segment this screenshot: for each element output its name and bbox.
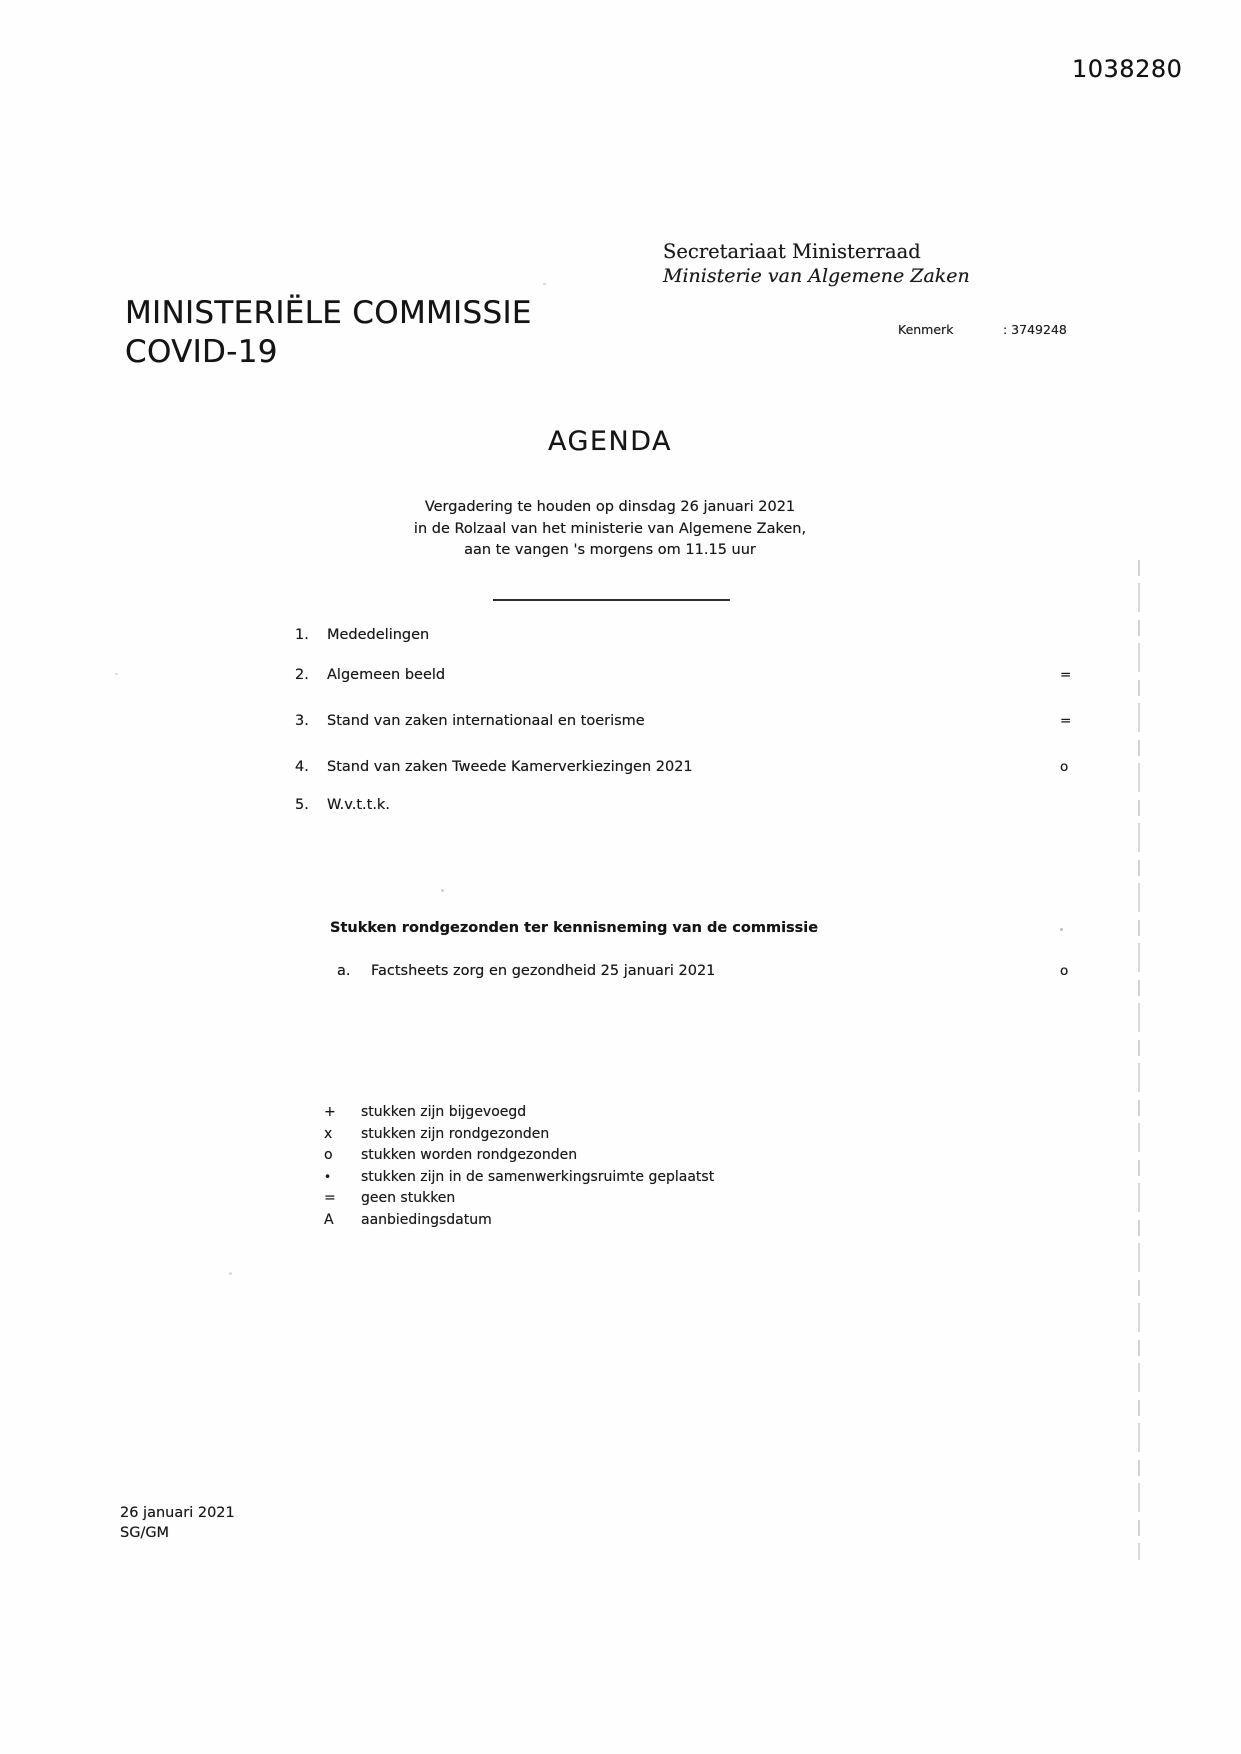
agenda-item-marker: = — [1060, 713, 1072, 729]
legend-entry-will-circulate — [0, 1147, 1241, 1169]
meeting-info-line2: in de Rolzaal van het ministerie van Algemene Zaken, — [413, 520, 807, 537]
letterhead-organization: Secretariaat Ministerraad — [663, 240, 921, 263]
circulated-section-heading: Stukken rondgezonden ter kennisneming van de commissie — [330, 920, 819, 936]
kenmerk-value: : 3749248 — [1003, 322, 1067, 337]
footer-reference: SG/GM — [120, 1524, 170, 1541]
legend-entry-no-documents — [0, 1190, 1241, 1212]
letterhead-ministry: Ministerie van Algemene Zaken — [663, 265, 970, 287]
scan-artifact-vertical-line — [1138, 560, 1140, 1560]
footer-date: 26 januari 2021 — [120, 1505, 235, 1521]
agenda-item-1 — [0, 627, 1241, 647]
legend-symbol: = — [324, 1190, 336, 1206]
agenda-item-5 — [0, 797, 1241, 817]
legend-label: stukken zijn rondgezonden — [361, 1125, 550, 1142]
agenda-item-marker: o — [1060, 759, 1069, 775]
scan-artifact-speck — [1060, 928, 1063, 931]
document-title-line1: MINISTERIËLE COMMISSIE — [125, 295, 532, 331]
agenda-item-text: Mededelingen — [327, 627, 430, 643]
agenda-item-text: W.v.t.t.k. — [327, 797, 390, 813]
legend — [0, 1104, 1241, 1233]
kenmerk-label: Kenmerk — [898, 322, 954, 337]
scan-artifact-speck — [441, 889, 444, 892]
agenda-item-number: 3. — [295, 713, 309, 729]
legend-entry-workspace — [0, 1169, 1241, 1191]
agenda-item-text: Stand van zaken Tweede Kamerverkiezingen 2021 — [327, 759, 693, 775]
legend-symbol: + — [324, 1104, 336, 1120]
legend-symbol: A — [324, 1211, 334, 1228]
circulated-item-marker: o — [1060, 963, 1069, 979]
legend-entry-attached — [0, 1104, 1241, 1126]
agenda-item-number: 4. — [295, 759, 309, 775]
scan-artifact-speck — [115, 673, 118, 675]
legend-label: stukken worden rondgezonden — [361, 1147, 578, 1163]
agenda-item-number: 1. — [295, 627, 309, 643]
document-title — [125, 294, 532, 372]
footer — [120, 1504, 235, 1543]
legend-symbol: o — [324, 1147, 333, 1163]
meeting-info — [330, 497, 890, 562]
legend-label: stukken zijn bijgevoegd — [361, 1104, 527, 1120]
circulated-item-a — [0, 963, 1241, 983]
agenda-heading: AGENDA — [548, 426, 672, 457]
agenda-item-3 — [0, 713, 1241, 733]
letterhead — [663, 240, 970, 288]
circulated-item-letter: a. — [337, 963, 351, 979]
document-title-line2: COVID-19 — [125, 334, 278, 370]
horizontal-divider — [493, 599, 730, 601]
circulated-item-text: Factsheets zorg en gezondheid 25 januari 2021 — [371, 963, 716, 979]
agenda-item-marker: = — [1060, 667, 1072, 683]
meeting-info-line1: Vergadering te houden op dinsdag 26 januari 2021 — [424, 499, 796, 515]
agenda-item-2 — [0, 667, 1241, 687]
agenda-item-number: 5. — [295, 797, 309, 813]
legend-entry-circulated — [0, 1126, 1241, 1148]
legend-symbol: x — [324, 1125, 333, 1142]
legend-label: aanbiedingsdatum — [361, 1211, 492, 1228]
agenda-item-4 — [0, 759, 1241, 779]
document-number: 1038280 — [1072, 55, 1183, 83]
legend-symbol: • — [324, 1169, 332, 1184]
legend-entry-offer-date — [0, 1212, 1241, 1234]
agenda-item-text: Algemeen beeld — [327, 667, 446, 683]
scan-artifact-speck — [543, 283, 546, 285]
legend-label: geen stukken — [361, 1190, 456, 1206]
legend-label: stukken zijn in de samenwerkingsruimte geplaatst — [361, 1168, 715, 1185]
agenda-item-text: Stand van zaken internationaal en toerisme — [327, 713, 645, 729]
scan-artifact-speck — [229, 1272, 232, 1275]
agenda-item-number: 2. — [295, 667, 309, 683]
meeting-info-line3: aan te vangen 's morgens om 11.15 uur — [464, 542, 756, 558]
